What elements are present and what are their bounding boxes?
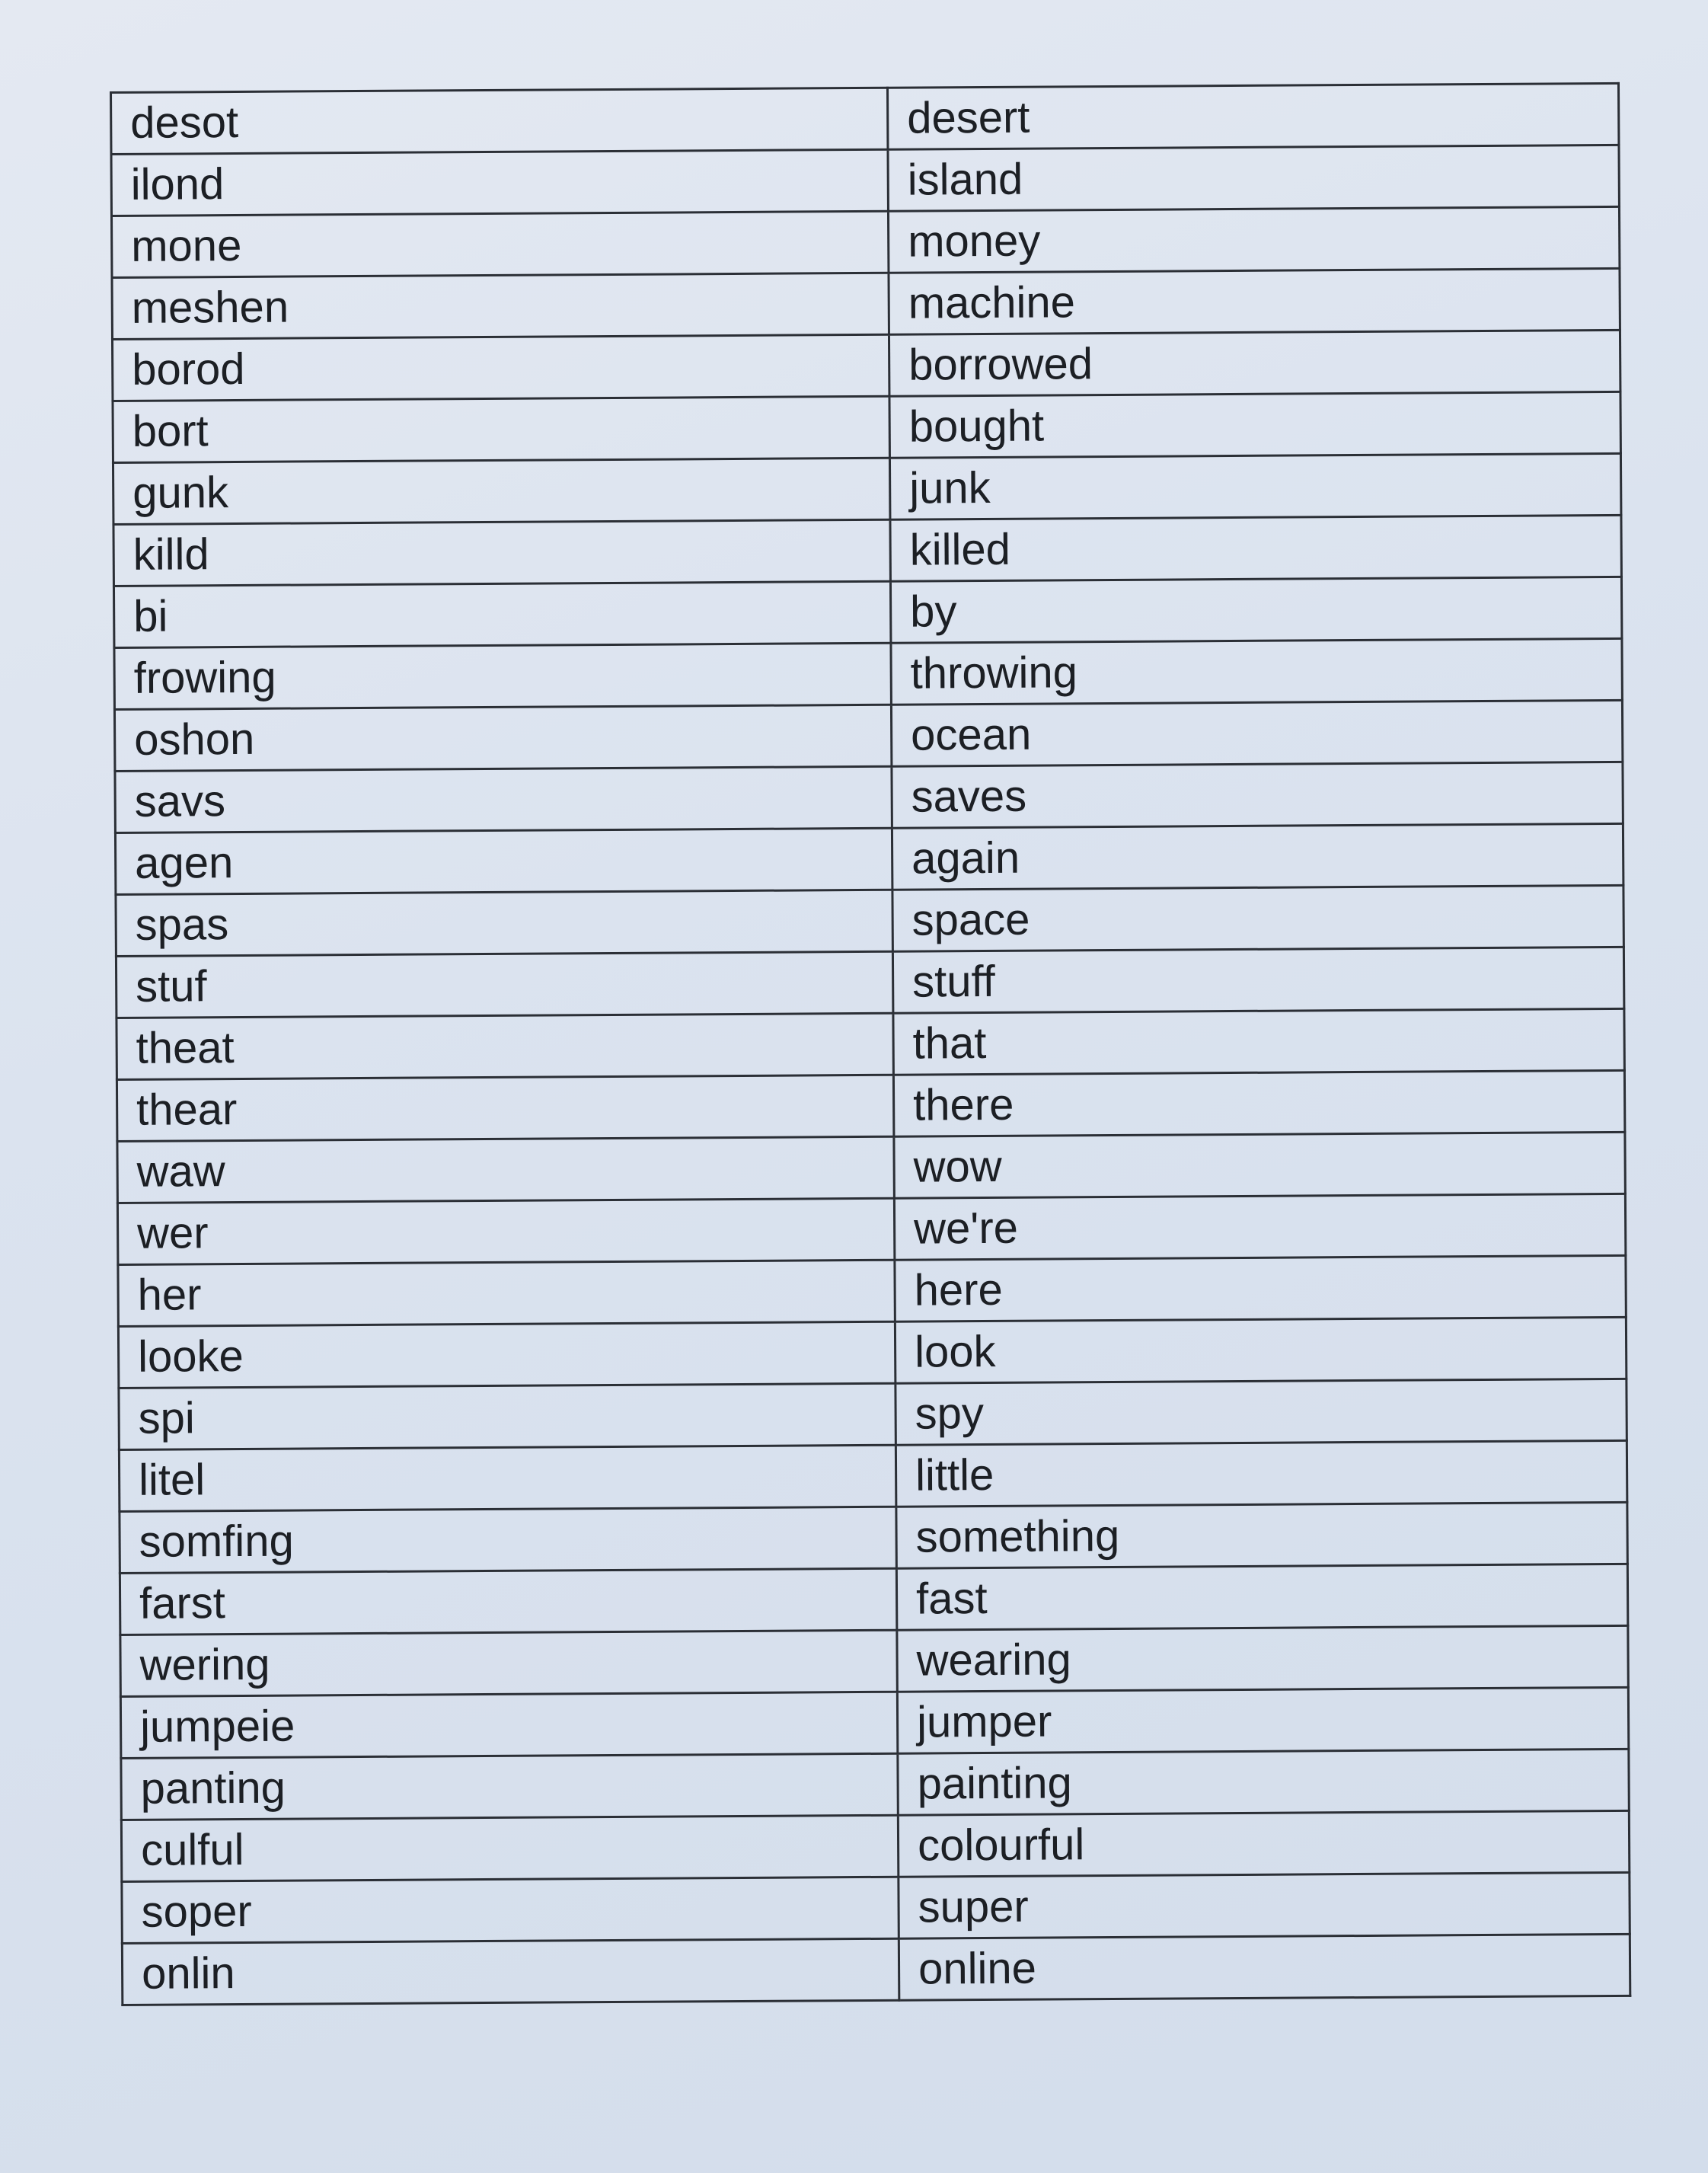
attempt-cell: somfing: [120, 1507, 896, 1573]
correct-spelling-cell: we're: [894, 1194, 1625, 1260]
attempt-cell: bort: [113, 396, 889, 462]
table-row: [117, 1070, 1624, 1141]
attempt-cell: waw: [117, 1136, 894, 1203]
table-row: [116, 947, 1623, 1018]
correct-spelling-cell: machine: [889, 268, 1620, 334]
attempt-cell: bi: [113, 581, 890, 647]
correct-spelling-cell: here: [895, 1255, 1626, 1321]
attempt-cell: spi: [119, 1383, 896, 1449]
correct-spelling-cell: throwing: [891, 638, 1622, 705]
correct-spelling-cell: borrowed: [889, 330, 1620, 396]
attempt-cell: culful: [121, 1815, 898, 1881]
attempt-cell: desot: [111, 88, 888, 154]
table-row: [120, 1687, 1628, 1758]
attempt-cell: ilond: [111, 149, 888, 216]
attempt-cell: theat: [117, 1013, 893, 1079]
table-row: [113, 515, 1621, 586]
table-row: [122, 1934, 1630, 2005]
correct-spelling-cell: online: [899, 1934, 1630, 2000]
correct-spelling-cell: again: [892, 823, 1623, 890]
table-row: [120, 1564, 1627, 1635]
attempt-cell: frowing: [114, 643, 891, 709]
table-row: [116, 885, 1623, 956]
table-row: [117, 1194, 1625, 1264]
table-row: [117, 1008, 1624, 1079]
attempt-cell: panting: [121, 1753, 898, 1820]
table-row: [118, 1255, 1626, 1326]
correct-spelling-cell: stuff: [892, 947, 1623, 1013]
table-row: [119, 1440, 1627, 1511]
correct-spelling-cell: super: [899, 1872, 1630, 1938]
table-row: [114, 700, 1622, 771]
correct-spelling-cell: something: [896, 1502, 1627, 1568]
attempt-cell: stuf: [116, 951, 892, 1018]
table-row: [117, 1132, 1625, 1203]
table-row: [121, 1749, 1629, 1820]
correct-spelling-cell: that: [893, 1008, 1624, 1075]
table-row: [120, 1502, 1627, 1573]
attempt-cell: spas: [116, 890, 892, 956]
table-row: [111, 145, 1619, 216]
correct-spelling-cell: there: [893, 1070, 1624, 1136]
attempt-cell: wer: [117, 1198, 894, 1264]
attempt-cell: borod: [112, 334, 889, 401]
attempt-cell: wering: [120, 1630, 897, 1696]
correct-spelling-cell: island: [888, 145, 1619, 211]
attempt-cell: onlin: [122, 1938, 899, 2005]
attempt-cell: gunk: [113, 458, 889, 524]
correct-spelling-cell: money: [888, 206, 1619, 273]
attempt-cell: jumpeie: [120, 1692, 897, 1758]
correct-spelling-cell: killed: [890, 515, 1621, 581]
table-row: [121, 1810, 1629, 1881]
table-row: [115, 823, 1623, 894]
attempt-cell: thear: [117, 1075, 893, 1141]
correct-spelling-cell: spy: [896, 1379, 1627, 1445]
correct-spelling-cell: by: [890, 577, 1621, 643]
table-row: [119, 1379, 1627, 1449]
table-row: [120, 1625, 1628, 1696]
correct-spelling-cell: fast: [896, 1564, 1627, 1630]
spelling-word-table: [110, 82, 1631, 2006]
table-row: [118, 1317, 1626, 1388]
attempt-cell: meshen: [112, 273, 889, 339]
word-table-body: [111, 83, 1630, 2005]
correct-spelling-cell: look: [895, 1317, 1626, 1383]
table-row: [112, 268, 1620, 339]
correct-spelling-cell: bought: [889, 391, 1620, 458]
attempt-cell: farst: [120, 1568, 896, 1635]
correct-spelling-cell: junk: [889, 453, 1620, 519]
table-row: [122, 1872, 1630, 1943]
table-row: [111, 83, 1619, 154]
attempt-cell: oshon: [114, 705, 891, 771]
attempt-cell: her: [118, 1260, 895, 1326]
attempt-cell: agen: [115, 828, 892, 894]
correct-spelling-cell: colourful: [898, 1810, 1629, 1877]
table-row: [114, 638, 1622, 709]
table-row: [115, 762, 1623, 832]
table-row: [113, 391, 1620, 462]
correct-spelling-cell: wearing: [897, 1625, 1628, 1692]
correct-spelling-cell: space: [892, 885, 1623, 951]
correct-spelling-cell: saves: [892, 762, 1623, 828]
attempt-cell: mone: [111, 211, 888, 277]
attempt-cell: soper: [122, 1877, 899, 1943]
correct-spelling-cell: jumper: [897, 1687, 1628, 1753]
correct-spelling-cell: ocean: [891, 700, 1622, 766]
correct-spelling-cell: painting: [898, 1749, 1629, 1815]
correct-spelling-cell: little: [896, 1440, 1627, 1507]
attempt-cell: litel: [119, 1445, 896, 1511]
table-row: [113, 577, 1621, 647]
correct-spelling-cell: wow: [894, 1132, 1625, 1198]
table-row: [113, 453, 1620, 524]
attempt-cell: looke: [118, 1321, 895, 1388]
attempt-cell: savs: [115, 766, 892, 832]
attempt-cell: killd: [113, 519, 890, 586]
table-row: [112, 330, 1620, 401]
table-row: [111, 206, 1619, 277]
correct-spelling-cell: desert: [887, 83, 1618, 149]
